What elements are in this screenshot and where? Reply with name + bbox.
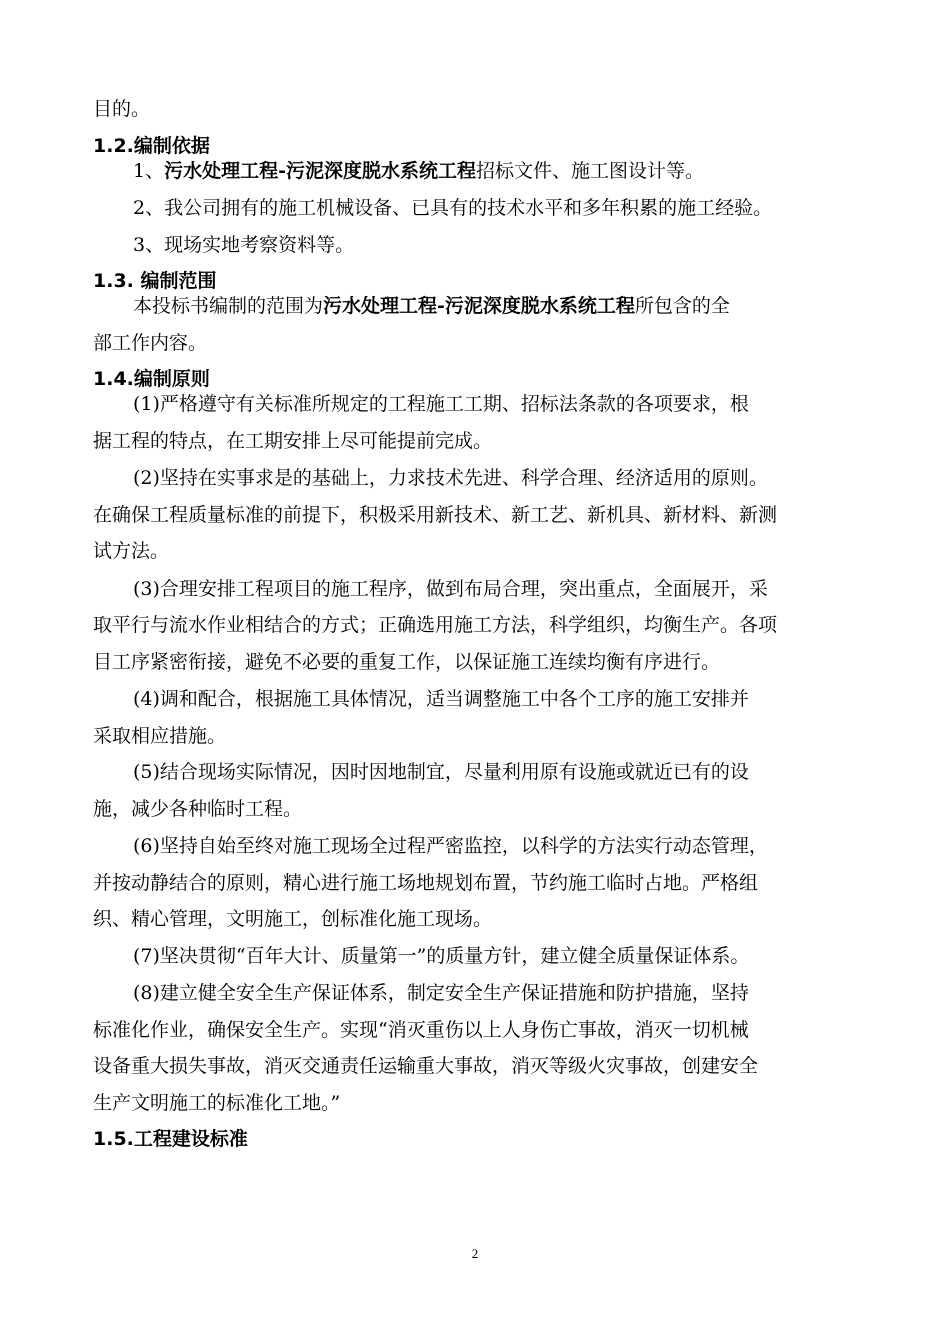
paragraph-line: (4)调和配合，根据施工具体情况，适当调整施工中各个工序的施工安排并 <box>133 688 749 710</box>
paragraph-line: (3)合理安排工程项目的施工程序，做到布局合理，突出重点，全面展开，采 <box>133 578 768 600</box>
project-name-bold: 污水处理工程-污泥深度脱水系统工程 <box>323 295 635 317</box>
paragraph-line: 生产文明施工的标准化工地。” <box>93 1092 341 1114</box>
paragraph-line: 3、现场实地考察资料等。 <box>133 234 355 256</box>
page-number: 2 <box>471 1246 479 1261</box>
paragraph-line <box>133 158 704 184</box>
paragraph-line <box>133 293 730 319</box>
paragraph-line: 采取相应措施。 <box>93 725 227 747</box>
paragraph-line: 试方法。 <box>93 540 170 562</box>
section-heading-1-4: 1.4.编制原则 <box>93 368 210 390</box>
paragraph-line: 目工序紧密衔接，避免不必要的重复工作，以保证施工连续均衡有序进行。 <box>93 651 721 673</box>
section-heading-1-2: 1.2.编制依据 <box>93 135 210 157</box>
section-heading-1-3: 1.3. 编制范围 <box>93 270 217 292</box>
paragraph-line: 取平行与流水作业相结合的方式；正确选用施工方法，科学组织，均衡生产。各项 <box>93 614 778 636</box>
paragraph-line: 织、精心管理，文明施工，创标准化施工现场。 <box>93 908 493 930</box>
paragraph-line: 部工作内容。 <box>93 332 208 354</box>
paragraph-line: (2)坚持在实事求是的基础上，力求技术先进、科学合理、经济适用的原则。 <box>133 467 768 489</box>
project-name-bold: 污水处理工程-污泥深度脱水系统工程 <box>164 160 476 182</box>
paragraph-line: 施，减少各种临时工程。 <box>93 798 303 820</box>
text-line: 目的。 <box>93 98 151 120</box>
paragraph-line: (8)建立健全安全生产保证体系，制定安全生产保证措施和防护措施，坚持 <box>133 982 749 1004</box>
paragraph-line: (1)严格遵守有关标准所规定的工程施工工期、招标法条款的各项要求，根 <box>133 393 749 415</box>
section-heading-1-5: 1.5.工程建设标准 <box>93 1128 248 1150</box>
text-run: 招标文件、施工图设计等。 <box>475 160 704 182</box>
paragraph-line: 设备重大损失事故，消灭交通责任运输重大事故，消灭等级火灾事故，创建安全 <box>93 1055 759 1077</box>
paragraph-line: (5)结合现场实际情况，因时因地制宜，尽量利用原有设施或就近已有的设 <box>133 761 749 783</box>
paragraph-line: 在确保工程质量标准的前提下，积极采用新技术、新工艺、新机具、新材料、新测 <box>93 504 778 526</box>
paragraph-line: 据工程的特点，在工期安排上尽可能提前完成。 <box>93 430 493 452</box>
paragraph-line: 并按动静结合的原则，精心进行施工场地规划布置，节约施工临时占地。严格组 <box>93 872 759 894</box>
paragraph-line: (7)坚决贯彻“百年大计、质量第一”的质量方针，建立健全质量保证体系。 <box>133 945 750 967</box>
text-run: 1、 <box>133 160 165 182</box>
paragraph-line: 2、我公司拥有的施工机械设备、已具有的技术水平和多年积累的施工经验。 <box>133 197 773 219</box>
paragraph-line: (6)坚持自始至终对施工现场全过程严密监控，以科学的方法实行动态管理， <box>133 835 768 857</box>
text-run: 所包含的全 <box>634 295 730 317</box>
text-run: 本投标书编制的范围为 <box>133 295 324 317</box>
paragraph-line: 标准化作业，确保安全生产。实现“消灭重伤以上人身伤亡事故，消灭一切机械 <box>93 1019 749 1041</box>
